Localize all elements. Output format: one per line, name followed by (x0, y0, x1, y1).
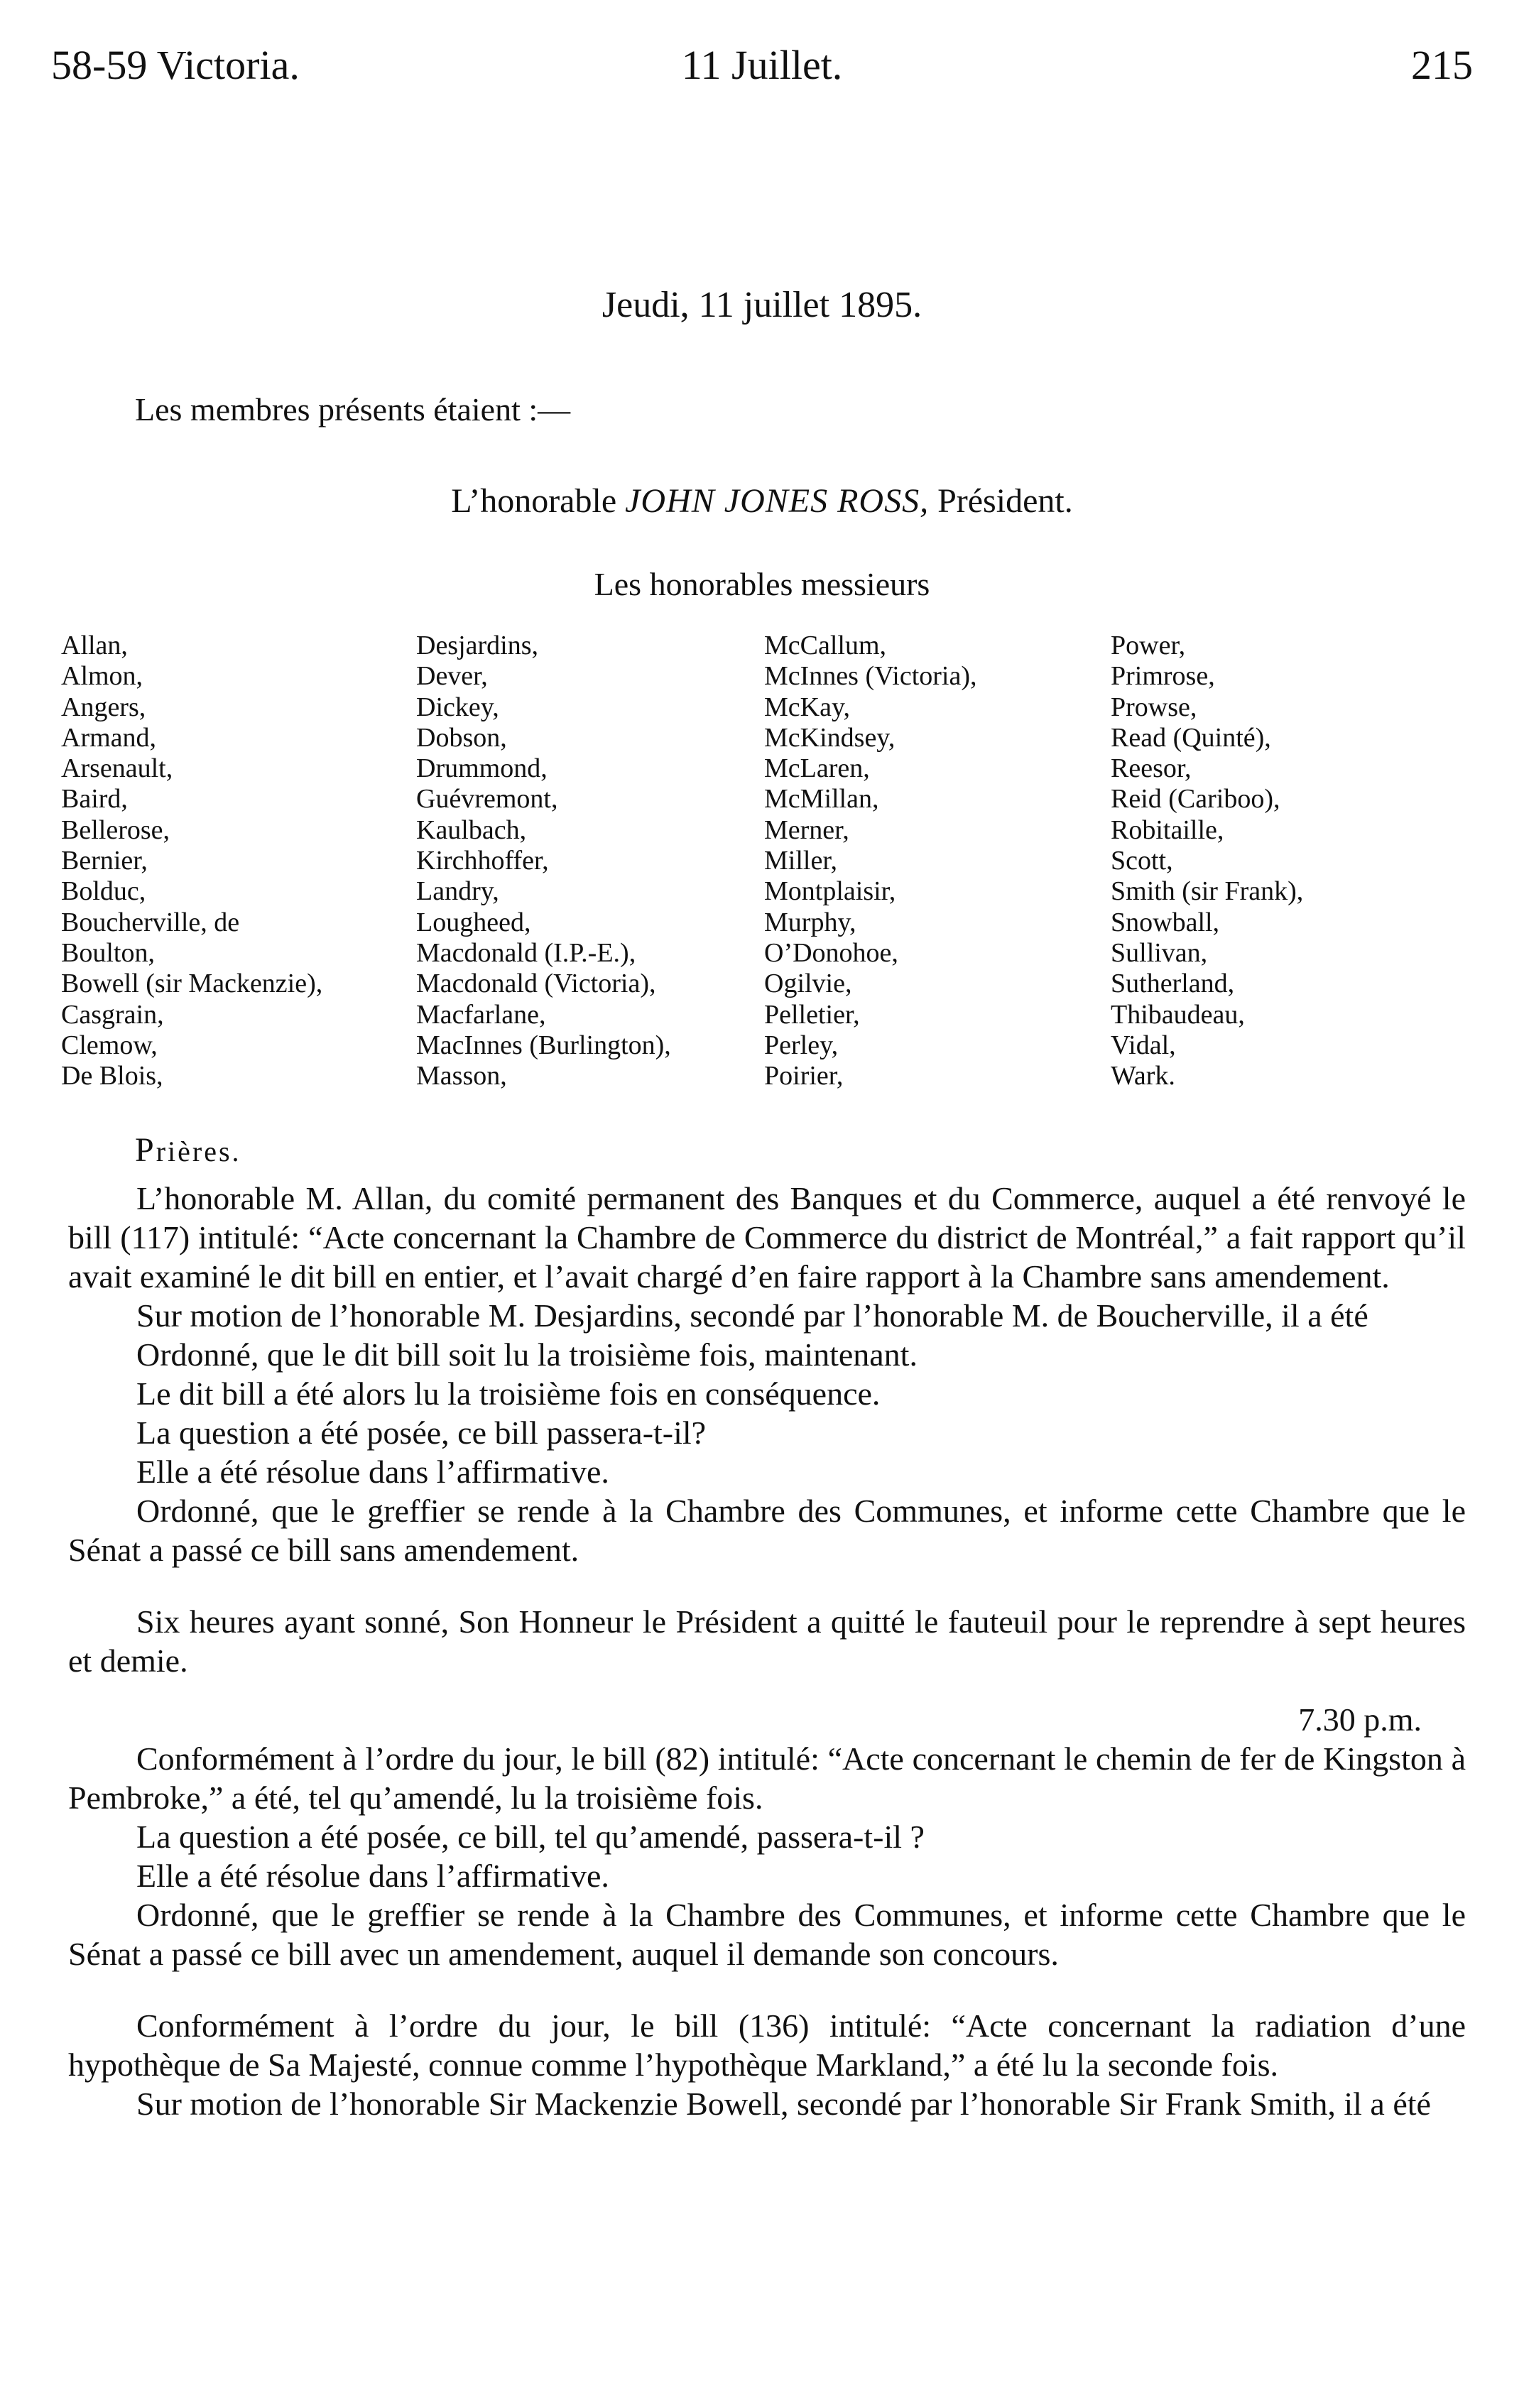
member-name: Landry, (416, 876, 499, 907)
member-name: MacInnes (Burlington), (416, 1030, 671, 1060)
proceedings-text (68, 1179, 1466, 2123)
member-name: Lougheed, (416, 907, 531, 937)
member-name: Montplaisir, (764, 876, 896, 907)
members-column-4 (1111, 631, 1303, 1091)
member-name: McKindsey, (764, 722, 896, 753)
paragraph-ordered-third-reading: Ordonné, que le dit bill soit lu la troisième fois, maintenant. (136, 1336, 918, 1373)
paragraph-bill-82: Conformément à l’ordre du jour, le bill (82) intitulé: “Acte concernant le chemin de fer de Kingston à Pembroke,” a été, tel qu’amendé, lu la troisième fois. (68, 1740, 1466, 1816)
member-name: Desjardins, (416, 631, 539, 660)
member-name: McInnes (Victoria), (764, 661, 977, 692)
member-name: Dickey, (416, 692, 499, 722)
member-name: McLaren, (764, 753, 870, 784)
member-name: Perley, (764, 1030, 839, 1060)
paragraph-affirmative: Elle a été résolue dans l’affirmative. (136, 1454, 609, 1490)
member-name: Guévremont, (416, 784, 558, 815)
member-name: Drummond, (416, 753, 548, 784)
paragraph-greffier-order: Ordonné, que le greffier se rende à la Chambre des Communes, et informe cette Chambre que le Sénat a passé ce bill sans amendement. (68, 1493, 1466, 1568)
member-name: Masson, (416, 1061, 507, 1091)
member-name: Kaulbach, (416, 815, 527, 845)
member-name: Wark. (1111, 1061, 1175, 1091)
member-name: Merner, (764, 815, 849, 845)
member-name: Reesor, (1111, 753, 1192, 784)
president-prefix: L’honorable (451, 482, 617, 520)
member-name: Murphy, (764, 907, 856, 937)
member-name: Robitaille, (1111, 815, 1224, 845)
header-session: 58-59 Victoria. (51, 42, 300, 88)
member-name: Dever, (416, 661, 488, 692)
member-name: Sullivan, (1111, 937, 1208, 968)
member-name: Dobson, (416, 722, 507, 753)
paragraph-affirmative-2: Elle a été résolue dans l’affirmative. (136, 1858, 609, 1894)
member-name: Bolduc, (61, 876, 146, 907)
paragraph-bill-136: Conformément à l’ordre du jour, le bill (136) intitulé: “Acte concernant la radiation d’une hypothèque de Sa Majesté, connue comme l’hypothèque Markland,” a été lu la seconde fois. (68, 2007, 1466, 2083)
member-name: Baird, (61, 784, 128, 815)
president-name: JOHN JONES ROSS, (625, 482, 930, 520)
president-title: Président. (937, 482, 1073, 520)
time-marker: 7.30 p.m. (1298, 1701, 1422, 1738)
member-name: Vidal, (1111, 1030, 1176, 1060)
member-name: Armand, (61, 722, 157, 753)
member-name: Poirier, (764, 1061, 844, 1091)
prayers-heading: Prières. (135, 1131, 241, 1169)
member-name: Bellerose, (61, 815, 170, 845)
member-name: Arsenault, (61, 753, 173, 784)
members-column-2 (416, 631, 671, 1091)
date-heading: Jeudi, 11 juillet 1895. (602, 285, 922, 325)
member-name: Bowell (sir Mackenzie), (61, 969, 323, 999)
president-line (0, 481, 1524, 521)
member-name: Kirchhoffer, (416, 846, 549, 876)
members-intro: Les membres présents étaient :— (135, 391, 571, 427)
paragraph-allan-report: L’honorable M. Allan, du comité permanent des Banques et du Commerce, auquel a été renvoyé le bill (117) intitulé: “Acte concernant la Chambre de Commerce du district de Montréal,” a fait rapport qu’il avait examiné le dit bill en entier, et l’avait chargé d’en faire rapport à la Chambre sans amendement. (68, 1180, 1466, 1295)
member-name: Sutherland, (1111, 969, 1235, 999)
member-name: O’Donohoe, (764, 937, 898, 968)
member-name: Ogilvie, (764, 969, 852, 999)
members-column-3 (764, 631, 977, 1091)
member-name: Reid (Cariboo), (1111, 784, 1280, 815)
member-name: Bernier, (61, 846, 148, 876)
header-date: 11 Juillet. (681, 42, 843, 88)
paragraph-third-reading: Le dit bill a été alors lu la troisième fois en conséquence. (136, 1375, 881, 1412)
paragraph-bowell-motion: Sur motion de l’honorable Sir Mackenzie Bowell, secondé par l’honorable Sir Frank Smith, il a été (136, 2086, 1431, 2122)
messieurs-label: Les honorables messieurs (594, 566, 930, 602)
member-name: Scott, (1111, 846, 1173, 876)
members-column-1 (61, 631, 322, 1091)
member-name: Power, (1111, 631, 1186, 660)
paragraph-desjardins-motion: Sur motion de l’honorable M. Desjardins, secondé par l’honorable M. de Boucherville, il a été (136, 1297, 1368, 1334)
member-name: Thibaudeau, (1111, 999, 1245, 1030)
paragraph-greffier-amendment: Ordonné, que le greffier se rende à la Chambre des Communes, et informe cette Chambre que le Sénat a passé ce bill avec un amendement, auquel il demande son concours. (68, 1897, 1466, 1972)
member-name: McMillan, (764, 784, 879, 815)
member-name: Allan, (61, 631, 128, 660)
member-name: McKay, (764, 692, 850, 722)
member-name: Clemow, (61, 1030, 158, 1060)
member-name: Prowse, (1111, 692, 1197, 722)
paragraph-question-put: La question a été posée, ce bill passera-t-il? (136, 1415, 707, 1451)
member-name: De Blois, (61, 1061, 163, 1091)
member-name: Angers, (61, 692, 146, 722)
page-number: 215 (1411, 42, 1473, 88)
running-header (51, 41, 1473, 98)
member-name: Primrose, (1111, 661, 1215, 692)
paragraph-question-amended: La question a été posée, ce bill, tel qu’amendé, passera-t-il ? (136, 1819, 925, 1855)
member-name: Boucherville, de (61, 907, 240, 937)
paragraph-six-oclock: Six heures ayant sonné, Son Honneur le Président a quitté le fauteuil pour le reprendre à sept heures et demie. (68, 1603, 1466, 1679)
member-name: Boulton, (61, 937, 155, 968)
member-name: Pelletier, (764, 999, 860, 1030)
member-name: McCallum, (764, 631, 887, 660)
members-roster (61, 631, 1474, 1113)
member-name: Casgrain, (61, 999, 164, 1030)
member-name: Almon, (61, 661, 143, 692)
member-name: Macfarlane, (416, 999, 546, 1030)
member-name: Macdonald (I.P.-E.), (416, 937, 636, 968)
member-name: Read (Quinté), (1111, 722, 1271, 753)
member-name: Snowball, (1111, 907, 1220, 937)
member-name: Miller, (764, 846, 837, 876)
member-name: Smith (sir Frank), (1111, 876, 1304, 907)
member-name: Macdonald (Victoria), (416, 969, 656, 999)
